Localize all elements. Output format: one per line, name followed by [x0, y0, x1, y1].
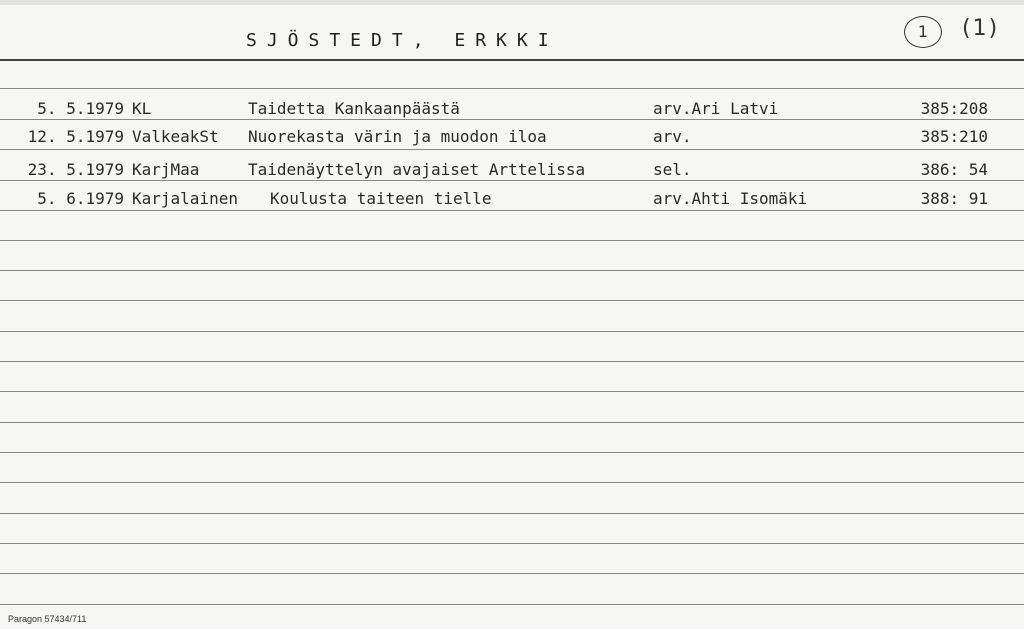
ruled-line — [0, 573, 1024, 574]
circled-number-mark: 1 — [904, 16, 942, 48]
entry-source: KL — [132, 99, 152, 118]
entry-note: arv. — [653, 127, 692, 146]
entry-reference: 385:208 — [920, 99, 988, 118]
ruled-line — [0, 331, 1024, 332]
ruled-line — [0, 604, 1024, 605]
parenthesized-number-mark: (1) — [962, 16, 1000, 41]
entry-date: 5. 5.1979 — [37, 99, 124, 118]
entry-source: ValkeakSt — [132, 127, 219, 146]
entry-date: 12. 5.1979 — [27, 127, 124, 146]
entry-row — [0, 124, 1024, 152]
entry-source: Karjalainen — [132, 189, 238, 208]
ruled-line — [0, 300, 1024, 301]
entry-note: arv.Ari Latvi — [653, 99, 779, 118]
entry-row — [0, 157, 1024, 185]
entry-title: Taidenäyttelyn avajaiset Arttelissa — [248, 160, 586, 179]
entry-note: arv.Ahti Isomäki — [653, 189, 808, 208]
ruled-line — [0, 543, 1024, 544]
ruled-line — [0, 240, 1024, 241]
ruled-line — [0, 361, 1024, 362]
entry-title: Nuorekasta värin ja muodon iloa — [248, 127, 547, 146]
entry-title: Koulusta taiteen tielle — [270, 189, 492, 208]
card-top-edge — [0, 0, 1024, 5]
ruled-line — [0, 88, 1024, 89]
ruled-line — [0, 270, 1024, 271]
entry-row — [0, 96, 1024, 124]
entry-title: Taidetta Kankaanpäästä — [248, 99, 460, 118]
ruled-line — [0, 513, 1024, 514]
ruled-line — [0, 482, 1024, 483]
card-heading-name: SJÖSTEDT, ERKKI — [246, 30, 559, 51]
ruled-line — [0, 391, 1024, 392]
entry-date: 5. 6.1979 — [37, 189, 124, 208]
entry-source: KarjMaa — [132, 160, 200, 179]
entry-reference: 388: 91 — [920, 189, 988, 208]
printer-imprint: Paragon 57434/711 — [8, 614, 87, 624]
entry-reference: 386: 54 — [920, 160, 988, 179]
entry-reference: 385:210 — [920, 127, 988, 146]
ruled-line — [0, 452, 1024, 453]
entry-date: 23. 5.1979 — [27, 160, 124, 179]
header-rule — [0, 59, 1024, 61]
ruled-line — [0, 422, 1024, 423]
entry-row — [0, 186, 1024, 214]
entry-note: sel. — [653, 160, 692, 179]
